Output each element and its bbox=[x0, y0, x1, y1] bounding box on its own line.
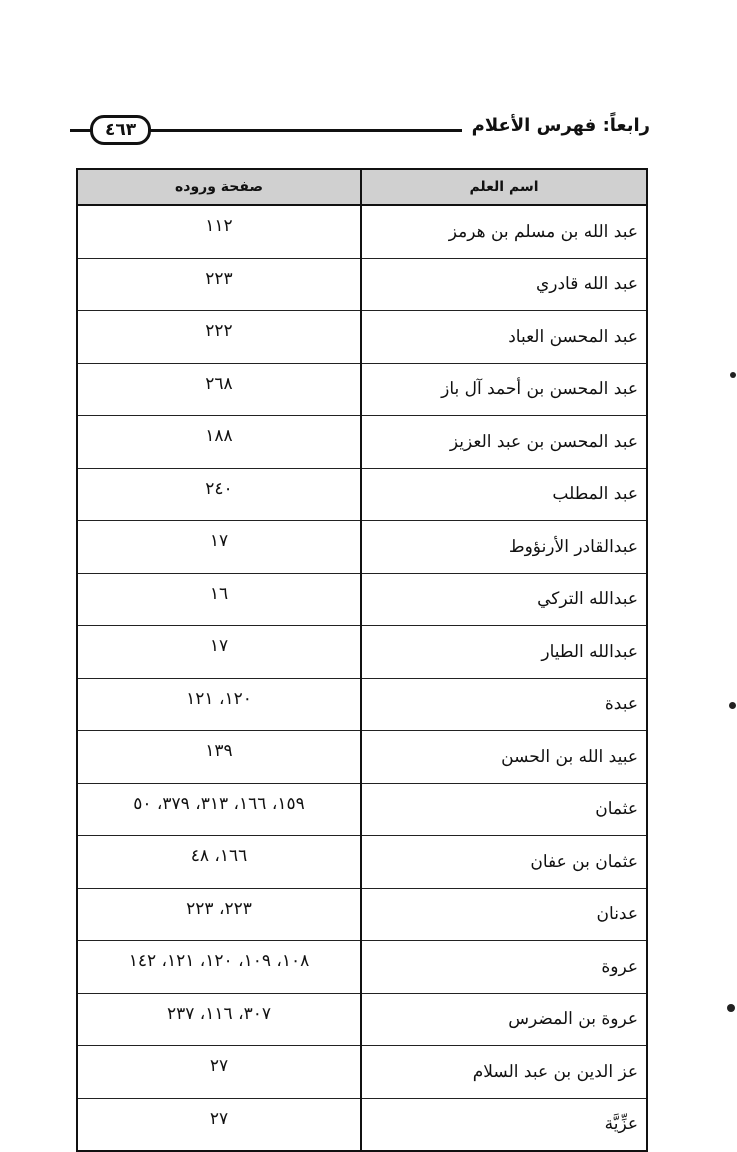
table-row bbox=[77, 258, 647, 311]
name-cell: عبد المحسن العباد bbox=[361, 311, 647, 364]
name-cell: عز الدين بن عبد السلام bbox=[361, 1046, 647, 1099]
table-row bbox=[77, 1098, 647, 1151]
name-cell: عدنان bbox=[361, 888, 647, 941]
pages-cell: ١٦ bbox=[77, 573, 361, 626]
table-row bbox=[77, 363, 647, 416]
name-cell: عبدة bbox=[361, 678, 647, 731]
table-row bbox=[77, 783, 647, 836]
pages-cell: ٢٦٨ bbox=[77, 363, 361, 416]
pages-cell: ٢٢٣ bbox=[77, 258, 361, 311]
table-row bbox=[77, 416, 647, 469]
section-title: رابعاً: فهرس الأعلام bbox=[462, 114, 650, 138]
pages-cell: ٣٠٧، ١١٦، ٢٣٧ bbox=[77, 993, 361, 1046]
pages-cell: ١٣٩ bbox=[77, 731, 361, 784]
table-row bbox=[77, 311, 647, 364]
pages-cell: ١٥٩، ١٦٦، ٣١٣، ٣٧٩، ٥٠ bbox=[77, 783, 361, 836]
name-cell: عبدالله التركي bbox=[361, 573, 647, 626]
names-index-table bbox=[76, 168, 648, 1152]
table-row bbox=[77, 836, 647, 889]
table-row bbox=[77, 731, 647, 784]
name-cell: عبدالقادر الأرنؤوط bbox=[361, 521, 647, 574]
pages-cell: ٢٧ bbox=[77, 1046, 361, 1099]
table-row bbox=[77, 941, 647, 994]
table-row bbox=[77, 888, 647, 941]
pages-cell: ١١٢ bbox=[77, 205, 361, 258]
table-row bbox=[77, 678, 647, 731]
pages-cell: ١٦٦، ٤٨ bbox=[77, 836, 361, 889]
pages-cell: ١٠٨، ١٠٩، ١٢٠، ١٢١، ١٤٢ bbox=[77, 941, 361, 994]
table-header-row bbox=[77, 169, 647, 205]
table-row bbox=[77, 205, 647, 258]
page-header bbox=[70, 113, 650, 145]
table-row bbox=[77, 626, 647, 679]
pages-cell: ١٨٨ bbox=[77, 416, 361, 469]
name-cell: عبدالله الطيار bbox=[361, 626, 647, 679]
pages-cell: ١٧ bbox=[77, 521, 361, 574]
name-cell: عبيد الله بن الحسن bbox=[361, 731, 647, 784]
pages-cell: ١٧ bbox=[77, 626, 361, 679]
page-number-badge: ٤٦٣ bbox=[90, 115, 151, 145]
name-cell: عثمان bbox=[361, 783, 647, 836]
margin-mark bbox=[727, 1004, 735, 1012]
table-row bbox=[77, 468, 647, 521]
name-cell: عبد الله بن مسلم بن هرمز bbox=[361, 205, 647, 258]
name-cell: عثمان بن عفان bbox=[361, 836, 647, 889]
name-cell: عبد الله قادري bbox=[361, 258, 647, 311]
pages-cell: ٢٢٢ bbox=[77, 311, 361, 364]
name-cell: عروة bbox=[361, 941, 647, 994]
table-body bbox=[77, 205, 647, 1151]
table-row bbox=[77, 573, 647, 626]
table-row bbox=[77, 1046, 647, 1099]
column-header-pages: صفحة وروده bbox=[77, 169, 361, 205]
pages-cell: ٢٢٣، ٢٢٣ bbox=[77, 888, 361, 941]
name-cell: عبد المحسن بن عبد العزيز bbox=[361, 416, 647, 469]
pages-cell: ٢٧ bbox=[77, 1098, 361, 1151]
name-cell: عبد المحسن بن أحمد آل باز bbox=[361, 363, 647, 416]
pages-cell: ١٢٠، ١٢١ bbox=[77, 678, 361, 731]
column-header-name: اسم العلم bbox=[361, 169, 647, 205]
name-cell: عروة بن المضرس bbox=[361, 993, 647, 1046]
table-row bbox=[77, 521, 647, 574]
name-cell: عزِّيَّة bbox=[361, 1098, 647, 1151]
margin-mark bbox=[730, 372, 736, 378]
pages-cell: ٢٤٠ bbox=[77, 468, 361, 521]
margin-mark bbox=[729, 702, 736, 709]
table-row bbox=[77, 993, 647, 1046]
name-cell: عبد المطلب bbox=[361, 468, 647, 521]
